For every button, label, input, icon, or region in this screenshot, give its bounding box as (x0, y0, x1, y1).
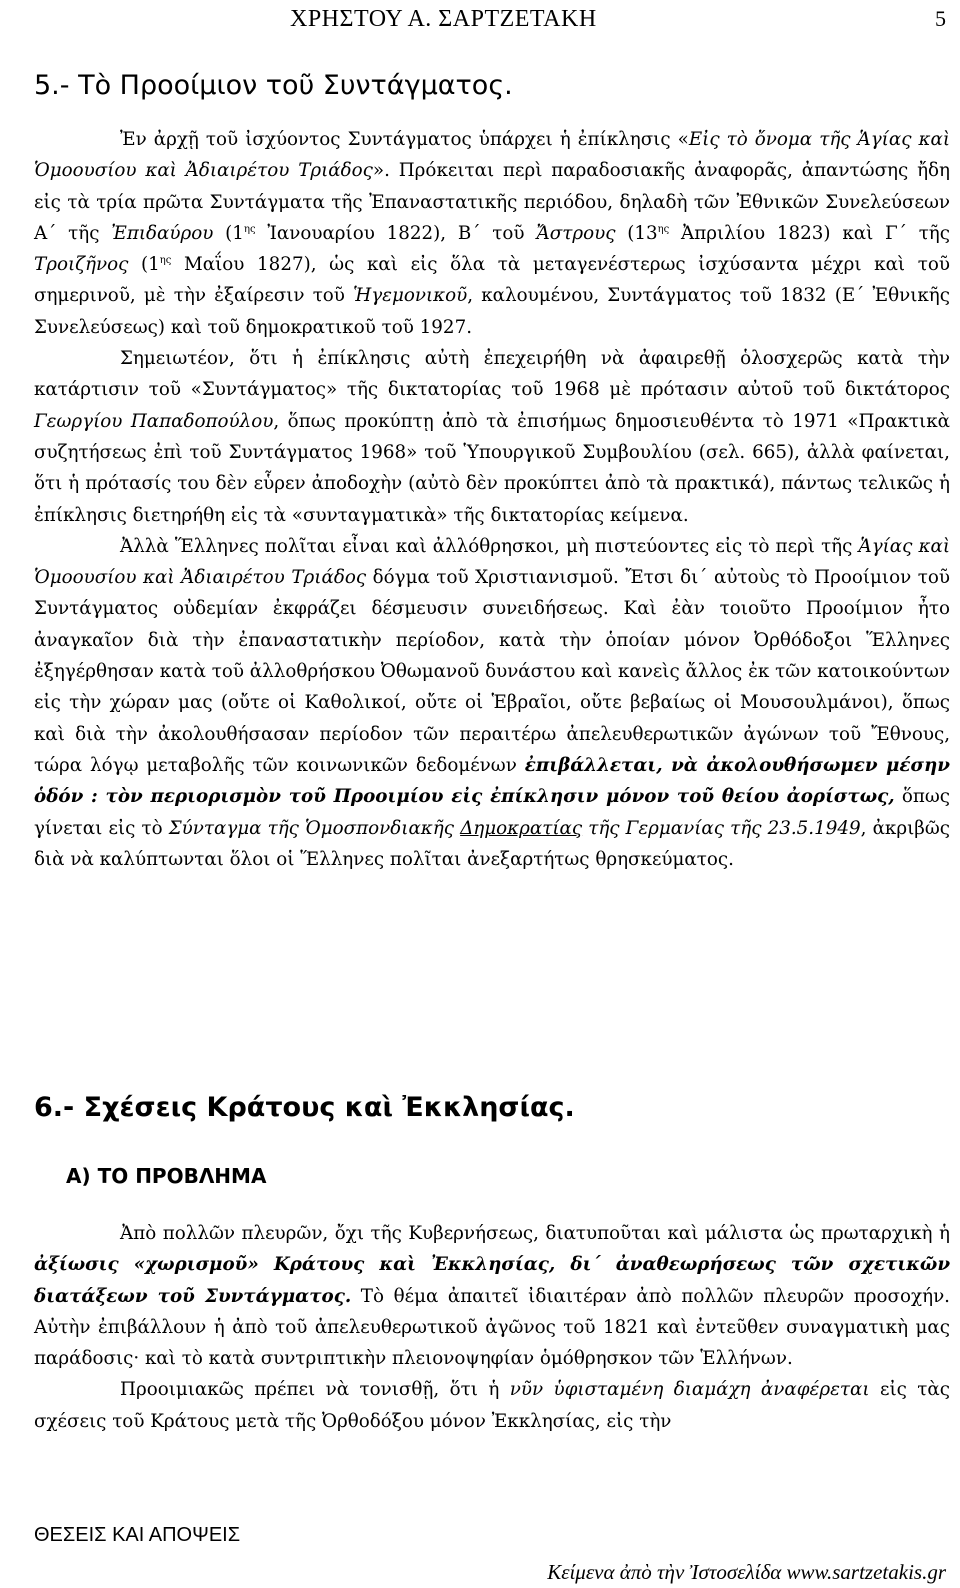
paragraph: Ἀλλὰ Ἕλληνες πολῖται εἶναι καὶ ἀλλόθρησκοι, μὴ πιστεύοντες εἰς τὸ περὶ τῆς Ἁγίας καὶ Ὁμοουσίου καὶ Ἀδιαιρέτου Τριάδος δόγμα τοῦ Χριστιανισμοῦ. Ἔτσι δι΄ αὐτοὺς τὸ Προοίμιον τοῦ Συντάγματος οὐδεμίαν ἐκφράζει δέσμευσιν συνειδήσεως. Καὶ ἐὰν τοιοῦτο Προοίμιον ἦτο ἀναγκαῖον διὰ τὴν ἐπαναστατικὴν περίοδον, κατὰ τὴν ὁποίαν μόνον Ὀρθόδοξοι Ἕλληνες ἐξηγέρθησαν κατὰ τοῦ ἀλλοθρήσκου Ὀθωμανοῦ δυνάστου καὶ κανεὶς ἄλλος ἐκ τῶν κατοικούντων εἰς τὴν χώραν μας (οὔτε οἱ Καθολικοί, οὔτε οἱ Ἑβραῖοι, οὔτε βεβαίως οἱ Μουσουλμάνοι), ὅπως καὶ διὰ τὴν ἀκολουθήσασαν περίοδον τῶν περαιτέρω ἀπελευθερωτικῶν ἀγώνων τοῦ Ἔθνους, τώρα λόγῳ μεταβολῆς τῶν κοινωνικῶν δεδομένων ἐπιβάλλεται, νὰ ἀκολουθήσωμεν μέσην ὁδόν : τὸν περιορισμὸν τοῦ Προοιμίου εἰς ἐπίκλησιν μόνον τοῦ θείου ἀορίστως, ὅπως γίνεται εἰς τὸ Σύνταγμα τῆς Ὁμοσπονδιακῆς Δημοκρατίας τῆς Γερμανίας τῆς 23.5.1949, ἀκριβῶς διὰ νὰ καλύπτωνται ὅλοι οἱ Ἕλληνες πολῖται ἀνεξαρτήτως θρησκεύματος. (34, 535, 950, 870)
running-head: ΧΡΗΣΤΟΥ Α. ΣΑΡΤΖΕΤΑΚΗ (290, 6, 597, 32)
footer-left: ΘΕΣΕΙΣ ΚΑΙ ΑΠΟΨΕΙΣ (34, 1524, 241, 1546)
section-5-heading: 5.- Τὸ Προοίμιον τοῦ Συντάγματος. (34, 70, 513, 101)
page-number: 5 (935, 6, 946, 31)
paragraph: Προοιμιακῶς πρέπει νὰ τονισθῇ, ὅτι ἡ νῦν ὑφισταμένη διαμάχη ἀναφέρεται εἰς τὰς σχέσεις τοῦ Κράτους μετὰ τῆς Ὀρθοδόξου μόνον Ἐκκλησίας, εἰς τὴν (34, 1379, 950, 1432)
page-header (0, 6, 960, 42)
paragraph: Σημειωτέον, ὅτι ἡ ἐπίκλησις αὐτὴ ἐπεχειρήθη νὰ ἀφαιρεθῇ ὁλοσχερῶς κατὰ τὴν κατάρτισιν τοῦ «Συντάγματος» τῆς δικτατορίας τοῦ 1968 μὲ πρότασιν αὐτοῦ τοῦ δικτάτορος Γεωργίου Παπαδοπούλου, ὅπως προκύπτῃ ἀπὸ τὰ ἐπισήμως δημοσιευθέντα τὸ 1971 «Πρακτικὰ συζητήσεως ἐπὶ τοῦ Συντάγματος 1968» τοῦ Ὑπουργικοῦ Συμβουλίου (σελ. 665), ἀλλὰ φαίνεται, ὅτι ἡ πρότασίς του δὲν εὗρεν ἀποδοχὴν (αὐτὸ δὲν προκύπτει ἀπὸ τὰ πρακτικά), πάντως τελικῶς ἡ ἐπίκλησις διετηρήθη εἰς τὰ «συνταγματικὰ» τῆς δικτατορίας κείμενα. (34, 348, 950, 526)
section-6-subheading: Α) ΤΟ ΠΡΟΒΛΗΜΑ (66, 1164, 267, 1188)
paragraph: Ἐν ἀρχῇ τοῦ ἰσχύοντος Συντάγματος ὑπάρχει ἡ ἐπίκλησις «Εἰς τὸ ὄνομα τῆς Ἁγίας καὶ Ὁμοουσίου καὶ Ἀδιαιρέτου Τριάδος». Πρόκειται περὶ παραδοσιακῆς ἀναφορᾶς, ἀπαντώσης ἤδη εἰς τὰ τρία πρῶτα Συντάγματα τῆς Ἐπαναστατικῆς περιόδου, δηλαδὴ τῶν Ἐθνικῶν Συνελεύσεων Α΄ τῆς Ἐπιδαύρου ($1^{\eta\varsigma}$ Ἰανουαρίου 1822), Β΄ τοῦ Ἄστρους ($13^{\eta\varsigma}$ Ἀπριλίου 1823) καὶ Γ΄ τῆς Τροιζῆνος ($1^{\eta\varsigma}$ Μαΐου 1827), ὡς καὶ εἰς ὅλα τὰ μεταγενέστερως ἰσχύσαντα μέχρι καὶ τοῦ σημερινοῦ, μὲ τὴν ἐξαίρεσιν τοῦ Ἡγεμονικοῦ, καλουμένου, Συντάγματος τοῦ 1832 (Ε΄ Ἐθνικῆς Συνελεύσεως) καὶ τοῦ δημοκρατικοῦ τοῦ 1927. (34, 129, 951, 338)
section-6-heading: 6.- Σχέσεις Κράτους καὶ Ἐκκλησίας. (34, 1092, 575, 1123)
section-6-body (34, 1218, 950, 1437)
footer-right: Κείμενα ἀπὸ τὴν Ἰστοσελίδα www.sartzetakis.gr (547, 1560, 946, 1584)
section-5-body (34, 124, 950, 875)
paragraph: Ἀπὸ πολλῶν πλευρῶν, ὄχι τῆς Κυβερνήσεως, διατυποῦται καὶ μάλιστα ὡς πρωταρχικὴ ἡ ἀξίωσις «χωρισμοῦ» Κράτους καὶ Ἐκκλησίας, δι΄ ἀναθεωρήσεως τῶν σχετικῶν διατάξεων τοῦ Συντάγματος. Τὸ θέμα ἀπαιτεῖ ἰδιαιτέραν ἀπὸ πολλῶν πλευρῶν προσοχήν. Αὐτὴν ἐπιβάλλουν ἡ ἀπὸ τοῦ ἀπελευθερωτικοῦ ἀγῶνος τοῦ 1821 καὶ ἐντεῦθεν συναγματικὴ μας παράδοσις· καὶ τὸ κατὰ συντριπτικὴν πλειονοψηφίαν ὁμόθρησκον τῶν Ἑλλήνων. (34, 1223, 950, 1370)
